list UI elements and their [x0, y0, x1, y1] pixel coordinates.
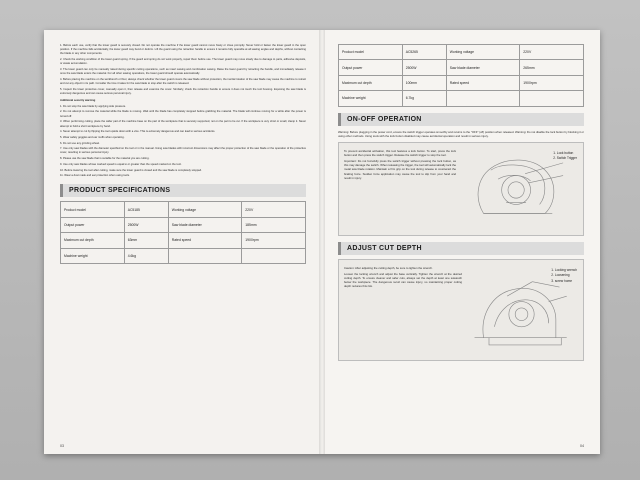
additional-item: 1. Do not stop the saw blade by applying side pressure.	[60, 104, 127, 108]
onoff-warning-item: Warning: Before plugging in the power cord, ensure the switch trigger operates smoothly and returns to the "OFF" (off) position when released. Warning: Do not disable the lock button by blocking it or using other methods. Using tools with the lock button disabled may cause accidental operation and result in serious injury.	[338, 129, 584, 138]
spec-label: Machine weight	[339, 91, 403, 106]
onoff-warning-item: To prevent accidental activation, this tool features a lock button. To start, press the lock button and then press the switch trigger. Release the switch trigger to stop the tool.	[344, 148, 456, 158]
spec-value: 220V	[520, 45, 584, 60]
spec-value: 1900rpm	[520, 75, 584, 90]
additional-security-heading: Additional security warning	[60, 99, 96, 103]
spec-value: 265mm	[520, 60, 584, 75]
table-row	[339, 60, 584, 75]
spec-label: Maximum cut depth	[61, 233, 125, 248]
additional-item: 8. Please use the saw blade that is suitable for the material you are cutting.	[60, 157, 150, 161]
on-off-warning-text	[338, 130, 584, 138]
spec-label: Working voltage	[446, 45, 520, 60]
product-specifications-table-right	[338, 44, 584, 107]
callout-locking-wrench: 1. Locking wrench	[551, 267, 577, 272]
page-number-left: 03	[60, 444, 64, 448]
spec-label: Rated speed	[168, 233, 242, 248]
spec-label: Maximum cut depth	[339, 75, 403, 90]
spec-value	[520, 91, 584, 106]
callout-switch-trigger: 2. Switch Trigger	[553, 156, 577, 161]
manual-page-left	[44, 30, 322, 454]
page-number-right: 04	[580, 444, 584, 448]
spec-value: AC5265	[402, 45, 446, 60]
table-row	[339, 75, 584, 90]
additional-item: 5. Wear safety goggles and ear muffs when operating.	[60, 135, 125, 139]
additional-item: 9. Use only saw blades whose marked speed is equal to or greater than the speed marked on the tool.	[60, 162, 182, 166]
callout-lock-button: 1. Lock button	[553, 150, 574, 155]
spec-label: Rated speed	[446, 75, 520, 90]
spec-value: 63mm	[124, 233, 168, 248]
circular-saw-handle-illustration	[339, 143, 583, 226]
spec-value: 220V	[242, 202, 306, 217]
table-row	[61, 248, 306, 263]
spec-label: Machine weight	[61, 248, 125, 263]
on-off-operation-heading: ON-OFF OPERATION	[338, 113, 584, 126]
spec-label	[446, 91, 520, 106]
additional-item: 7. Use only saw blades with the diameter specified on the tool or in the manual. Using saw blades with incorrect dimensions may affect the proper protection of the saw blade or the operation of the protective cover, resulting in serious personal injury.	[60, 147, 306, 155]
safety-warning-list	[60, 44, 306, 96]
additional-item: 6. Do not use any grinding wheel.	[60, 141, 100, 145]
spec-value: 6.7kg	[402, 91, 446, 106]
onoff-warning-item: Important: Do not forcefully press the switch trigger without pressing the lock button, as this may damage the switch. When releasing the trigger, the tool will automatically lock the metal saw blade rotation. Maintain a firm grip on the tool during release to counteract the braking force. Sudden force application may cause the tool to slip from your hand and result in injury.	[344, 159, 456, 180]
additional-item: 2. Do not attempt to remove the material while the blade is moving. Wait until the blade has completely stopped before grabbing the material. The blade will continue moving for a while after the power is turned off.	[60, 110, 306, 118]
spec-label: Product model	[339, 45, 403, 60]
spec-label: Saw blade diameter	[168, 217, 242, 232]
spec-value: 100mm	[402, 75, 446, 90]
additional-item: 10. Before lowering the tool after cutting, make sure the lower guard is closed and the saw blade is completely stopped.	[60, 168, 202, 172]
spec-value: 185mm	[242, 217, 306, 232]
spec-value: 2500W	[402, 60, 446, 75]
table-row	[339, 91, 584, 106]
warning-item: 3. The lower guard can only be manually raised during specific cutting operations, such as insert sawing and combination sawing. Raise the lower guard by retracting the handle, and immediately release it once the saw blade enters the material. For all other sawing operations, the lower guard should operate automatically.	[60, 67, 306, 76]
spec-value: 1900rpm	[242, 233, 306, 248]
spec-value: AC5185	[124, 202, 168, 217]
callout-loosening: 2. Loosening	[551, 273, 570, 278]
spec-label: Product model	[61, 202, 125, 217]
open-manual-spread	[44, 30, 600, 454]
spec-label: Output power	[339, 60, 403, 75]
table-row	[61, 217, 306, 232]
spec-value	[242, 248, 306, 263]
cut-depth-figure	[338, 259, 584, 361]
additional-item: 11. Wear a dust mask and ear protection when using tools.	[60, 174, 130, 178]
callout-screw-home: 3. screw home	[551, 279, 573, 284]
spec-label	[168, 248, 242, 263]
manual-page-right	[322, 30, 600, 454]
switch-trigger-figure	[338, 142, 584, 236]
spec-value: 4.6kg	[124, 248, 168, 263]
warning-item: 5. Inspect the lower protective cover, manually open it, then release and examine the cover. Similarly, check the retraction handle to ensure it does not touch the tool housing. Exposing the saw blade is extremely dangerous and can cause serious personal injury.	[60, 87, 306, 95]
additional-item: 4. Never attempt to cut by flipping the tool upside down with a vice. This is extremely dangerous and can lead to serious accidents.	[60, 130, 216, 134]
warning-item: 2. Check the working condition of the lower guard spring. If the guard and spring do not work properly, repair them before use. The lower guard may move slowly due to damage to parts, adhesive deposits, or waste accumulation.	[60, 58, 306, 66]
additional-item: 3. When performing cutting, place the wider part of the machine base on the part of the workpiece that is securely supported, not on the part to be cut. If the workpiece is very short or small, clamp it. Never attempt to hold a short workpiece by hand.	[60, 120, 306, 128]
spec-label: Working voltage	[168, 202, 242, 217]
depth-instructions: Loosen the locking wrench and adjust the base vertically. Tighten the wrench at the desired cutting depth. To ensure cleaner and safer cuts, always set the depth at least one sawtooth below the workpiece. The dangerous recoil can cause injury, so maintaining proper cutting depth reduces this risk.	[344, 271, 462, 289]
spec-label: Output power	[61, 217, 125, 232]
spec-label: Saw blade diameter	[446, 60, 520, 75]
table-row	[61, 202, 306, 217]
table-row	[339, 45, 584, 60]
adjust-cut-depth-heading: ADJUST CUT DEPTH	[338, 242, 584, 255]
table-row	[61, 233, 306, 248]
product-specifications-heading: PRODUCT SPECIFICATIONS	[60, 184, 306, 197]
saw-base-depth-illustration	[339, 260, 583, 350]
warning-item: 1. Before each use, verify that the lower guard is securely closed. Do not operate the machine if the lower guard cannot move freely or close promptly. Never hold or fasten the lower guard in the open position. If the machine falls accidentally, the lower guard may bend or deform. Lift the guard using the retraction handle to ensure it remains fully operable at all sawing angles and depths, without contacting the blade or any other components.	[60, 44, 306, 56]
spec-value: 2500W	[124, 217, 168, 232]
product-specifications-table-left	[60, 201, 306, 264]
warning-item: 4. Before placing the machine on the workbench or floor, always check whether the lower guard covers the saw blade without protection, the inertial rotation of the saw blade may cause the machine to retract and cut any object in its path. Consider the time it takes for the saw blade to stop after the switch is released.	[60, 77, 306, 85]
additional-security-section	[60, 99, 306, 178]
depth-caution: Caution: After adjusting the cutting depth, be sure to tighten the wrench.	[344, 265, 433, 270]
